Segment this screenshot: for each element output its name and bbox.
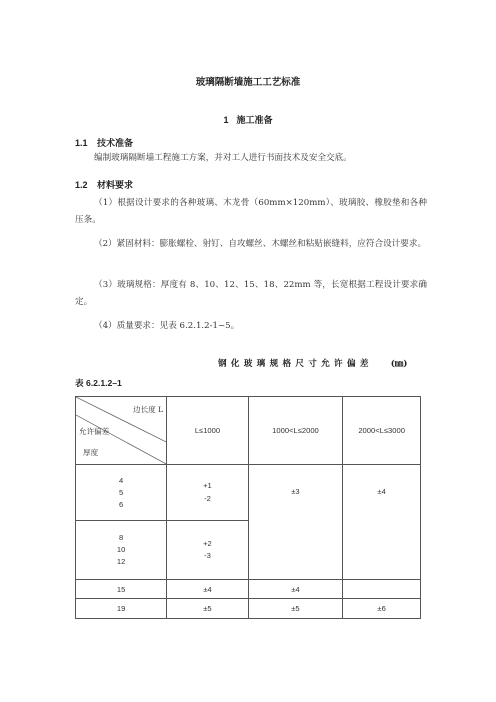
section-label: 材料要求	[97, 181, 134, 191]
section-heading-1-1	[75, 136, 133, 149]
chapter-label: 施工准备	[236, 116, 273, 126]
thickness-value: 4	[119, 475, 124, 485]
header-col-3: 2000<L≤3000	[343, 397, 421, 465]
paragraph-technical-prep: 编制玻璃隔断墙工程施工方案，并对工人进行书面技术及安全交底。	[94, 153, 352, 163]
header-allowed-deviation: 允许偏差	[79, 427, 110, 436]
section-heading-1-2	[75, 178, 133, 191]
tolerance-cell: ±4	[248, 580, 343, 599]
thickness-value: 10	[116, 545, 126, 554]
paragraph-material-3: （3）玻璃规格：厚度有 8、10、12、15、18、22mm 等，长宽根据工程设计要求确定。	[75, 280, 427, 307]
tolerance-cell	[167, 465, 248, 521]
chapter-heading	[0, 113, 496, 126]
thickness-value: 6	[119, 499, 124, 509]
thickness-cell	[76, 465, 167, 521]
thickness-cell: 19	[76, 599, 167, 619]
table-row	[76, 580, 421, 599]
tolerance-value: +1	[203, 481, 212, 490]
tolerance-cell: ±5	[248, 599, 343, 619]
header-diagonal-cell	[76, 397, 167, 465]
header-col-1: L≤1000	[167, 397, 248, 465]
section-number: 1.2	[75, 180, 88, 190]
tolerance-cell	[167, 521, 248, 580]
thickness-value: 12	[116, 557, 126, 566]
paragraph-material-1: （1）根据设计要求的各种玻璃、木龙骨（60mm×120mm）、玻璃胶、橡胶垫和各种压条。	[75, 198, 427, 225]
tolerance-cell: ±6	[343, 599, 421, 619]
tolerance-cell: ±5	[167, 599, 248, 619]
paragraph-material-2: （2）紧固材料：膨胀螺栓、射钉、自攻螺丝、木螺丝和粘贴嵌缝料，应符合设计要求。	[94, 239, 427, 249]
paragraph-material-4: （4）质量要求：见表 6.2.1.2-1~5。	[94, 321, 240, 331]
tolerance-cell	[343, 580, 421, 599]
thickness-cell: 15	[76, 580, 167, 599]
tolerance-value: -2	[204, 493, 211, 503]
tolerance-cell: ±4	[167, 580, 248, 599]
thickness-value: 8	[119, 533, 124, 542]
tolerance-cell: ±3	[248, 465, 343, 580]
table-row	[76, 465, 421, 521]
tolerance-value: +2	[203, 538, 212, 548]
document-title: 玻璃隔断墙施工工艺标准	[195, 77, 301, 88]
tolerance-table	[75, 396, 421, 619]
section-label: 技术准备	[97, 139, 134, 149]
tolerance-cell: ±4	[343, 465, 421, 580]
header-thickness: 厚度	[83, 448, 99, 457]
table-header-row	[76, 397, 421, 465]
thickness-cell	[76, 521, 167, 580]
header-edge-length: 边长度 L	[132, 405, 164, 414]
table-caption-title	[218, 357, 407, 369]
table-number: 表 6.2.1.2–1	[75, 378, 122, 388]
section-number: 1.1	[75, 138, 88, 148]
table-row	[76, 599, 421, 619]
thickness-value: 5	[119, 487, 124, 497]
table-unit: (㎜)	[390, 359, 408, 369]
tolerance-value: -3	[204, 551, 211, 560]
header-col-2: 1000<L≤2000	[248, 397, 343, 465]
chapter-number: 1	[223, 115, 229, 125]
table-title: 钢化玻璃规格尺寸允许偏差	[218, 359, 373, 369]
